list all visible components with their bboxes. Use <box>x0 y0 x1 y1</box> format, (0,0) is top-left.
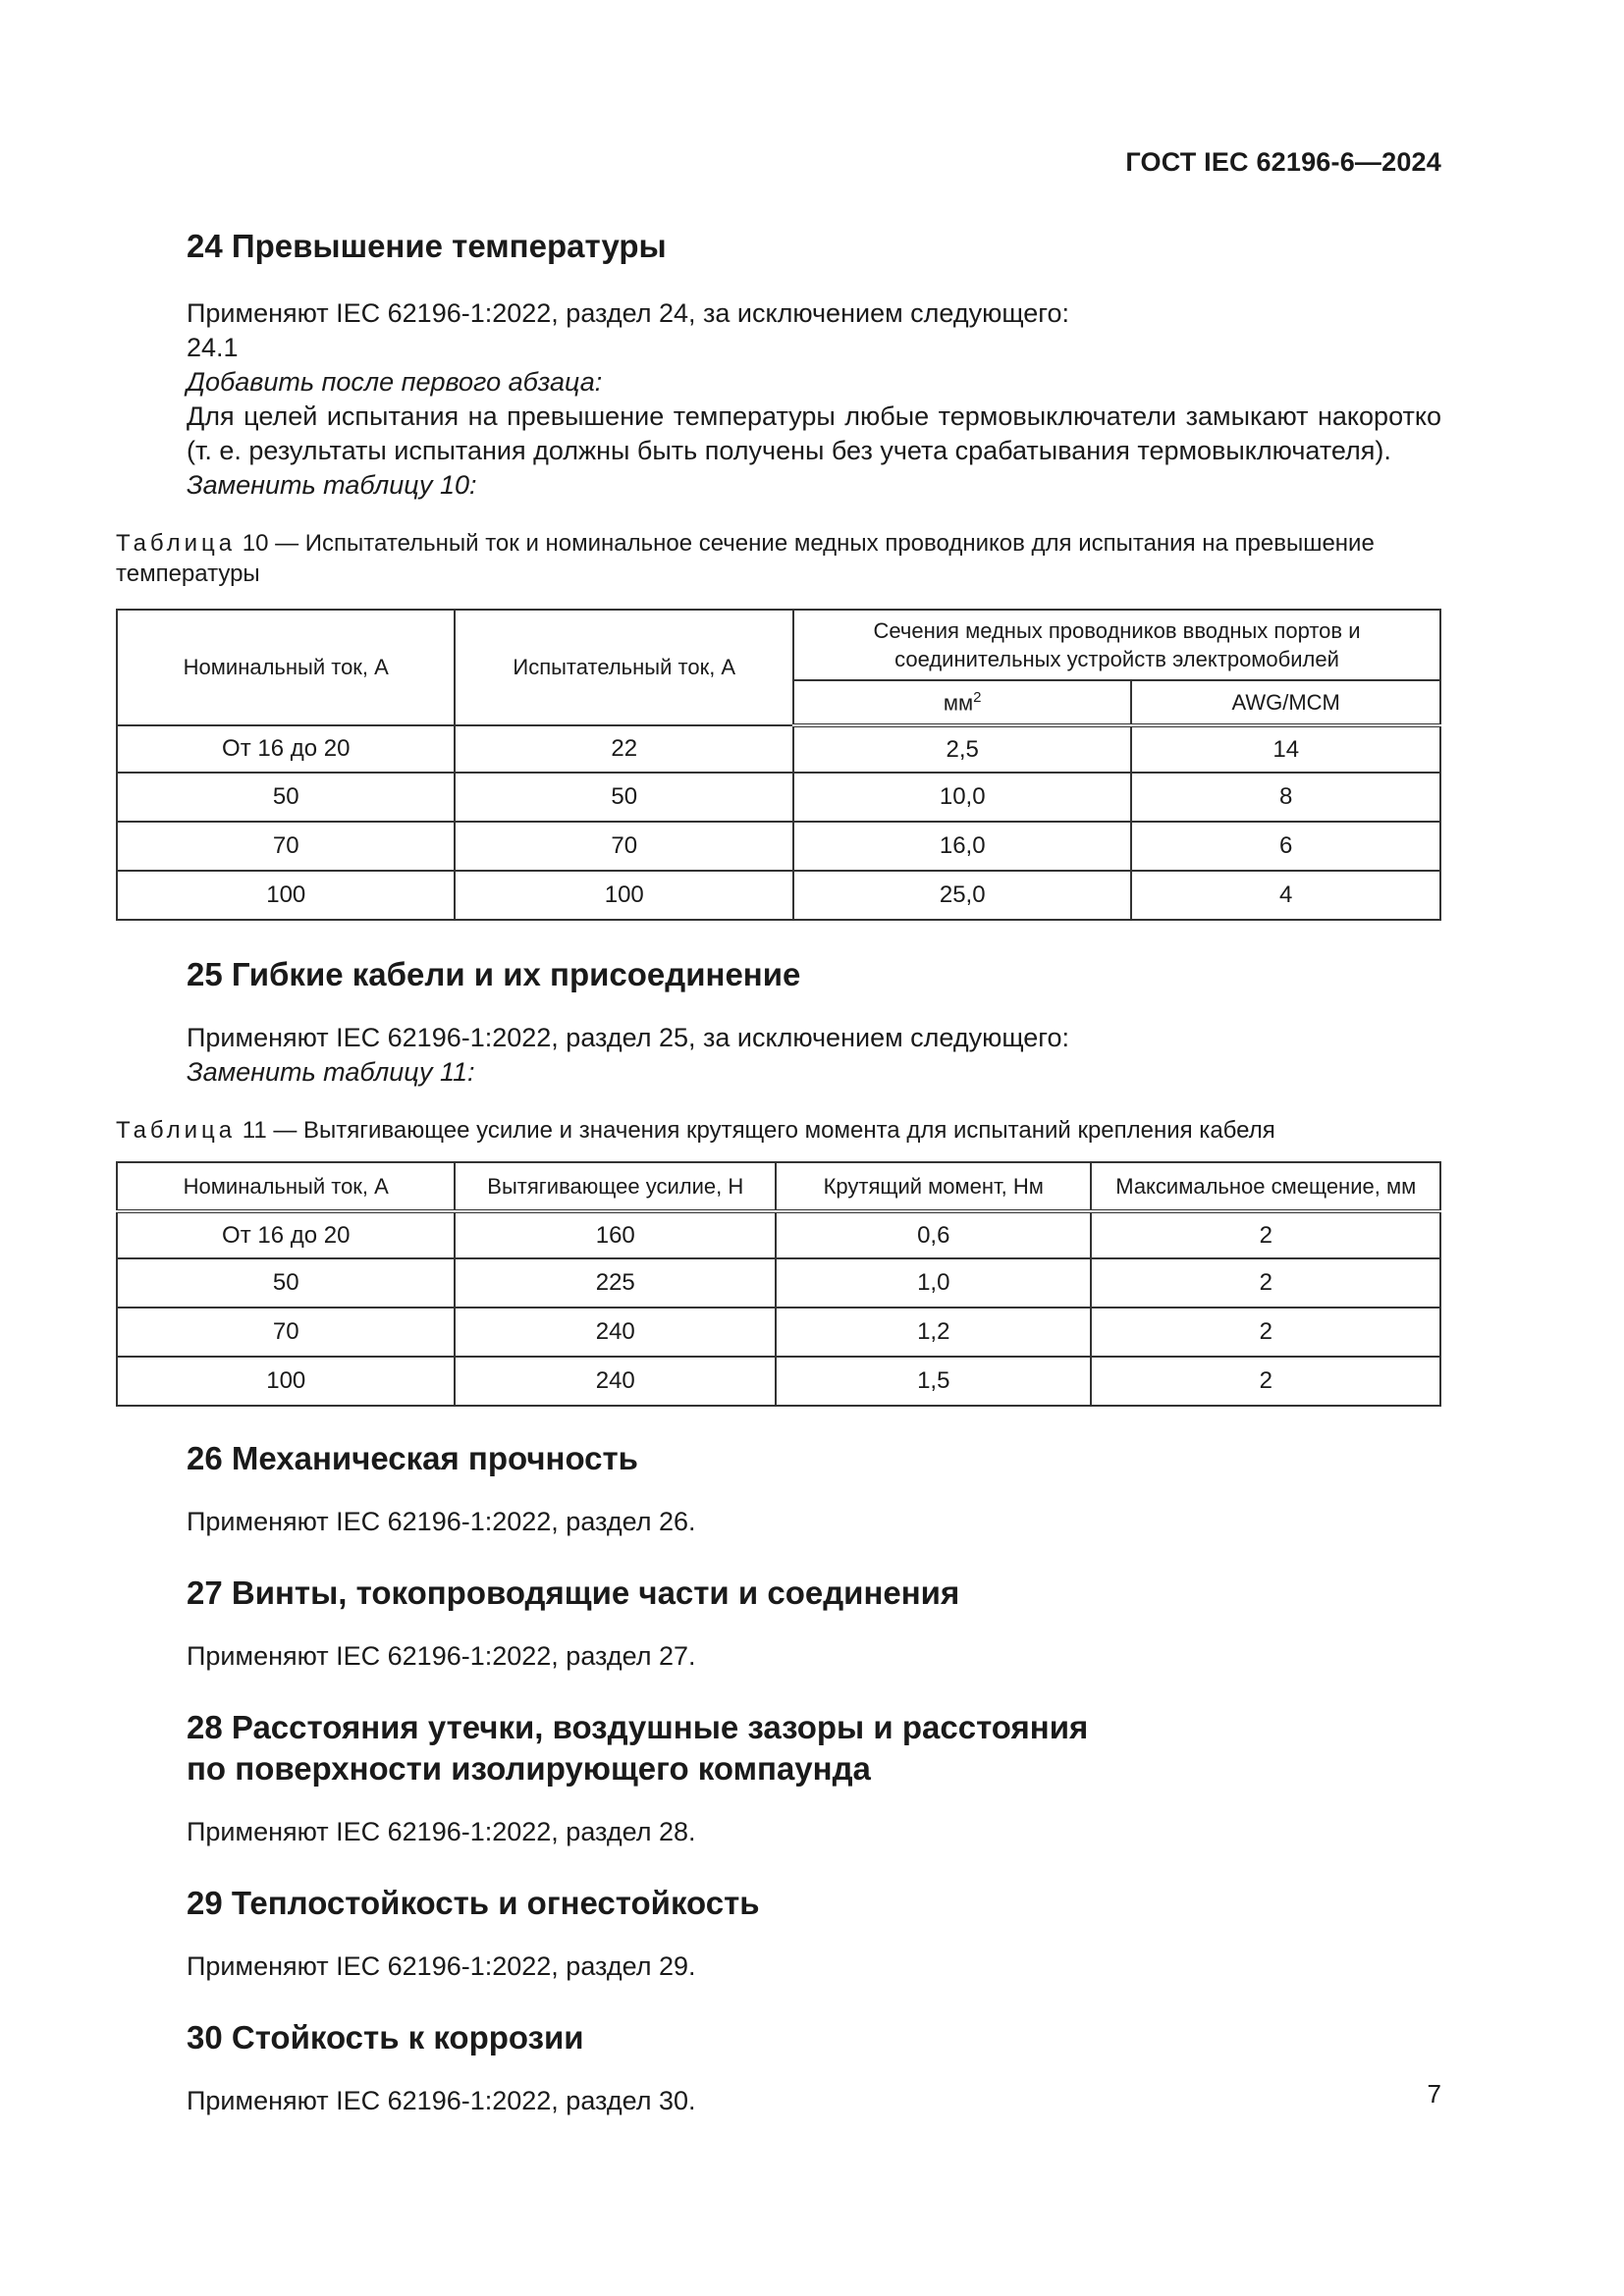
table-11-header-rated-current: Номинальный ток, А <box>117 1162 455 1211</box>
table-row: 70 240 1,2 2 <box>117 1308 1440 1357</box>
section-30-title: 30 Стойкость к коррозии <box>187 2019 584 2056</box>
table-11-caption-text: 11 — Вытягивающее усилие и значения крутящего момента для испытаний крепления кабеля <box>236 1117 1275 1144</box>
section-28-title-line-1: 28 Расстояния утечки, воздушные зазоры и расстояния <box>187 1709 1089 1745</box>
section-25-title: 25 Гибкие кабели и их присоединение <box>187 956 801 992</box>
table-10-header-test-current: Испытательный ток, А <box>455 610 793 725</box>
section-28-text: Применяют IEC 62196-1:2022, раздел 28. <box>187 1817 696 1846</box>
table-11-caption <box>116 1115 1441 1146</box>
table-10-header-cross-section: Сечения медных проводников вводных портов и соединительных устройств электромобилей <box>793 610 1440 680</box>
section-24-instruction-add: Добавить после первого абзаца: <box>187 367 603 397</box>
section-24-title: 24 Превышение температуры <box>187 228 667 264</box>
section-30-text: Применяют IEC 62196-1:2022, раздел 30. <box>187 2086 696 2115</box>
document-code: ГОСТ IEC 62196-6—2024 <box>1125 147 1441 177</box>
table-row: 70 70 16,0 6 <box>117 822 1440 871</box>
section-24-subsection-number: 24.1 <box>187 333 239 362</box>
section-25-instruction-replace: Заменить таблицу 11: <box>187 1057 475 1087</box>
table-10-caption <box>116 528 1441 589</box>
table-11-header-pull: Вытягивающее усилие, Н <box>455 1162 776 1211</box>
section-28-title-line-2: по поверхности изолирующего компаунда <box>187 1750 871 1787</box>
section-29-title: 29 Теплостойкость и огнестойкость <box>187 1885 760 1921</box>
table-row: 100 100 25,0 4 <box>117 871 1440 920</box>
table-row: 100 240 1,5 2 <box>117 1357 1440 1406</box>
section-27-text: Применяют IEC 62196-1:2022, раздел 27. <box>187 1641 696 1671</box>
table-11 <box>116 1161 1441 1407</box>
table-row: 50 225 1,0 2 <box>117 1258 1440 1308</box>
table-11-header-torque: Крутящий момент, Нм <box>776 1162 1091 1211</box>
page-content <box>116 226 1441 2118</box>
table-10-header-awg: AWG/MCM <box>1131 680 1440 725</box>
table-11-caption-word: Таблица <box>116 1117 237 1144</box>
table-10-header-mm2: $мм^2$ <box>793 680 1131 725</box>
section-29-text: Применяют IEC 62196-1:2022, раздел 29. <box>187 1951 696 1981</box>
table-row: 50 50 10,0 8 <box>117 773 1440 822</box>
section-25-intro: Применяют IEC 62196-1:2022, раздел 25, за исключением следующего: <box>187 1023 1070 1052</box>
section-24-instruction-replace: Заменить таблицу 10: <box>187 470 477 500</box>
table-row: От 16 до 20 160 0,6 2 <box>117 1211 1440 1258</box>
section-24-text: Для целей испытания на превышение температуры любые термовыключатели замыкают накоротко (т. е. результаты испытания должны быть получены без учета срабатывания термовыключателя). <box>187 401 1441 465</box>
section-26-title: 26 Механическая прочность <box>187 1440 638 1476</box>
table-11-header-displacement: Максимальное смещение, мм <box>1091 1162 1440 1211</box>
page-number: 7 <box>1427 2079 1441 2109</box>
section-26-text: Применяют IEC 62196-1:2022, раздел 26. <box>187 1507 696 1536</box>
table-10-caption-word: Таблица <box>116 530 237 557</box>
section-24-intro: Применяют IEC 62196-1:2022, раздел 24, за исключением следующего: <box>187 298 1070 328</box>
section-28-title <box>187 1707 1441 1789</box>
table-10-header-rated-current: Номинальный ток, А <box>117 610 455 725</box>
table-10-caption-text: 10 — Испытательный ток и номинальное сечение медных проводников для испытания на превышение температуры <box>116 530 1375 587</box>
table-row: От 16 до 20 22 2,5 14 <box>117 725 1440 773</box>
section-27-title: 27 Винты, токопроводящие части и соединения <box>187 1575 960 1611</box>
table-10 <box>116 609 1441 921</box>
